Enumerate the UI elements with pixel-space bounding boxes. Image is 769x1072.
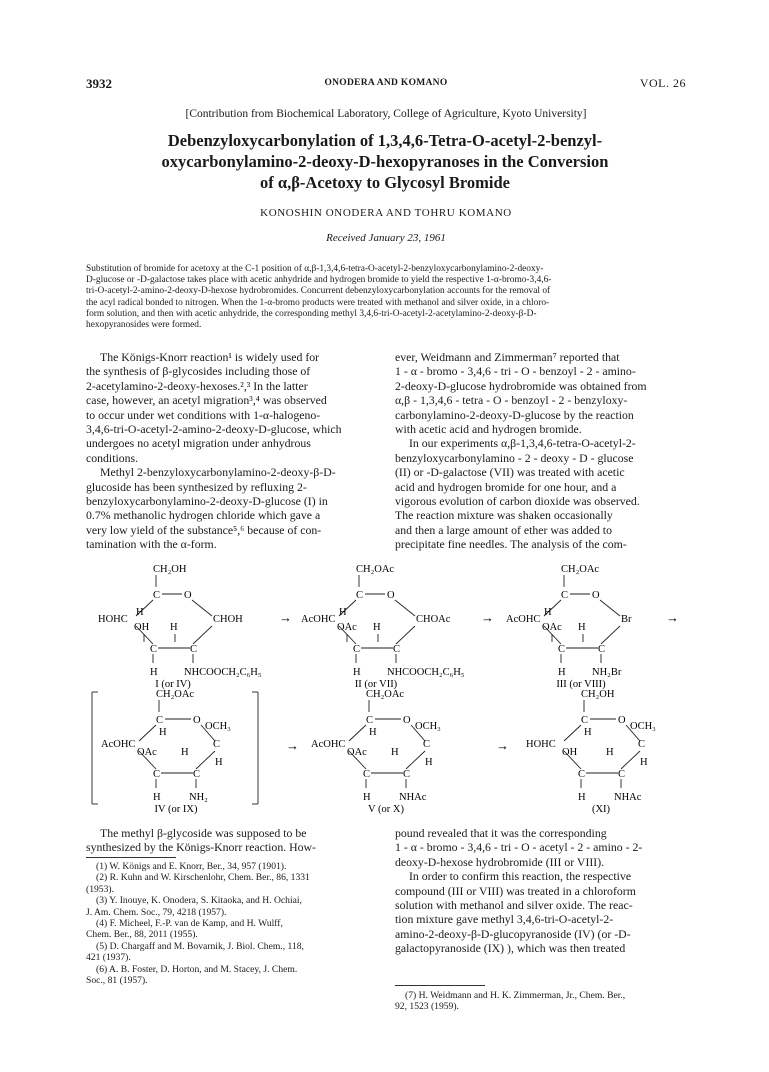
title-line: Debenzyloxycarbonylation of 1,3,4,6-Tetra-O-acetyl-2-benzyl- [167,131,603,150]
ring-carbon: C [598,644,606,655]
received-date: Received January 23, 1961 [326,232,446,244]
hydrogen: H [391,747,399,758]
text-line: The Königs-Knorr reaction¹ is widely used for [100,350,320,364]
hydrogen: H [339,607,347,618]
reaction-arrow: → [666,610,679,625]
ring-carbon: C [156,715,164,726]
c4-substituent: AcOHC [311,739,346,750]
ring-oxygen: O [618,715,626,726]
text-line: 2-acetylamino-2-deoxy-hexoses.²,³ In the latter [86,378,308,393]
hydrogen: H [425,757,433,768]
reaction-arrow: → [286,738,299,753]
left-bottom-text [86,826,376,855]
text-line: compound (III or VIII) was treated in a chloroform [395,883,636,898]
footnote-rule-right [395,985,485,986]
nitrogen-substituent: NHAc [399,792,427,803]
footnote: (4) F. Micheel, F.-P. van de Kamp, and H. Wulff, [96,918,283,930]
ring-carbon: C [193,769,201,780]
c3-substituent: OAc [337,622,357,633]
compound-label: IV (or IX) [154,804,198,815]
ring-carbon: C [213,739,221,750]
text-line: acid and hydrogen bromide for one hour, and a [395,479,617,494]
hydrogen: H [363,792,371,803]
ring-carbon: C [150,644,158,655]
ring-oxygen: O [184,590,192,601]
footnote: (2) R. Kuhn and W. Kirschenlohr, Chem. Ber., 86, 1331 [96,872,310,884]
bond [193,626,212,644]
text-line: solution with methanol and silver oxide. The reac- [395,898,633,913]
text-line: (II) or -D-galactose (VII) was treated with acetic [395,465,625,480]
text-line: In order to confirm this reaction, the respective [409,869,632,884]
text-line: 1 - α - bromo - 3,4,6 - tri - O - acetyl - 2 - amino - 2- [395,840,643,855]
reaction-scheme [86,560,686,825]
ring-carbon: C [618,769,626,780]
c1-substituent: Br [621,614,632,625]
compound-label: (XI) [591,804,611,815]
compound-label: II (or VII) [354,679,398,690]
text-line: very low yield of the substance⁵,⁶ because of con- [86,522,322,537]
text-line: synthesized by the Königs-Knorr reaction. How- [86,840,316,855]
right-bottom-text [395,826,685,956]
nitrogen-substituent: NH₂Br [592,667,622,678]
hydrogen: H [136,607,144,618]
bond [406,751,425,769]
footnote: (3) Y. Inouye, K. Onodera, S. Kitaoka, and H. Ochiai, [96,895,302,907]
hydrogen: H [544,607,552,618]
text-line: tamination with the α-form. [86,537,217,552]
compound-label: V (or X) [368,804,404,815]
hydrogen: H [215,757,223,768]
text-line: 0.7% methanolic hydrogen chloride which gave a [86,508,321,523]
methoxy-group: OCH₃ [630,721,656,732]
text-line: The reaction mixture was shaken occasionally [395,508,613,523]
running-title: ONODERA AND KOMANO [324,78,448,88]
c3-substituent: OAc [137,747,157,758]
abstract-line: the acyl radical bonded to nitrogen. When the 1-α-bromo products were treated with methanol and silver oxide, in a chloro- [86,297,550,308]
text-line: 2-deoxy-D-glucose hydrobromide was obtained from [395,378,647,393]
text-line: 3,4,6-tri-O-acetyl-2-amino-2-deoxy-D-glucose, which [86,422,342,437]
footnote: (1) W. Königs and E. Knorr, Ber., 34, 957 (1901). [96,861,287,872]
bond [192,600,212,616]
c3-substituent: OAc [542,622,562,633]
c4-substituent: HOHC [98,614,128,625]
hydrogen: H [181,747,189,758]
text-line: case, however, an acetyl migration³,⁴ was observed [86,393,327,408]
ring-carbon: C [638,739,646,750]
text-line: tion mixture gave methyl 3,4,6-tri-O-acetyl-2- [395,912,614,927]
ring-carbon: C [578,769,586,780]
ring-carbon: C [393,644,401,655]
authors: KONOSHIN ONODERA AND TOHRU KOMANO [260,207,512,219]
text-line: with acetic acid and hydrogen bromide. [395,422,582,437]
c6-group: CH₂OAc [561,564,600,575]
abstract [86,264,686,331]
c6-group: CH₂OAc [156,689,195,700]
hydrogen: H [159,727,167,738]
bond [621,751,640,769]
text-line: Methyl 2-benzyloxycarbonylamino-2-deoxy-β-D- [100,465,336,480]
text-line: amino-2-deoxy-β-D-glucopyranoside (IV) (or -D- [395,926,631,941]
c4-substituent: AcOHC [506,614,541,625]
methoxy-group: OCH₃ [205,721,231,732]
text-line: glucoside has been synthesized by refluxing 2- [86,479,307,494]
hydrogen: H [584,727,592,738]
c3-substituent: OH [134,622,150,633]
bond [349,725,366,741]
text-line: vigorous evolution of carbon dioxide was observed. [395,494,640,509]
abstract-line: Substitution of bromide for acetoxy at the C-1 position of α,β-1,3,4,6-tetra-O-acetyl-2-benzyloxycarbonylamino-2-deoxy- [86,264,544,274]
c6-group: CH₂OH [153,564,187,575]
c1-substituent: CHOH [213,614,243,625]
c6-group: CH₂OAc [356,564,395,575]
c3-substituent: OH [562,747,578,758]
ring-carbon: C [423,739,431,750]
hydrogen: H [353,667,361,678]
ring-oxygen: O [387,590,395,601]
hydrogen: H [150,667,158,678]
text-line: precipitate fine needles. The analysis of the com- [395,537,627,552]
reaction-arrow: → [481,610,494,625]
c3-substituent: OAc [347,747,367,758]
ring-oxygen: O [403,715,411,726]
text-line: benzyloxycarbonylamino - 2 - deoxy - D - glucose [395,450,634,465]
volume-label: VOL. 26 [639,76,686,90]
text-line: ever, Weidmann and Zimmerman⁷ reported that [395,350,620,364]
bond [395,600,415,616]
hydrogen: H [369,727,377,738]
bond [564,725,581,741]
bond [139,725,156,741]
ring-carbon: C [356,590,364,601]
c6-group: CH₂OAc [366,689,405,700]
text-line: conditions. [86,450,139,465]
text-line: undergoes no acetyl migration under anhydrous [86,436,311,451]
footnote: (5) D. Chargaff and M. Bovarnik, J. Biol. Chem., 118, [96,940,304,952]
abstract-line: hexopyranosides were formed. [86,320,202,331]
methoxy-group: OCH₃ [415,721,441,732]
footnote: J. Am. Chem. Soc., 79, 4218 (1957). [86,906,227,918]
footnote: Soc., 81 (1957). [86,975,148,987]
text-line: The methyl β-glycoside was supposed to be [100,826,307,840]
c1-substituent: CHOAc [416,614,451,625]
c4-substituent: HOHC [526,739,556,750]
text-line: carbonylamino-2-deoxy-D-glucose by the reaction [395,407,634,422]
ring-carbon: C [366,715,374,726]
c6-group: CH₂OH [581,689,615,700]
title-line: of α,β-Acetoxy to Glycosyl Bromide [260,173,510,192]
text-line: 1 - α - bromo - 3,4,6 - tri - O - benzoyl - 2 - amino- [395,364,636,379]
abstract-line: tri-O-acetyl-2-amino-2-deoxy-D-hexose hydrobromides. Concurrent debenzyloxycarbonylation accounts for the removal of [86,286,551,297]
text-line: In our experiments α,β-1,3,4,6-tetra-O-acetyl-2- [409,436,636,451]
nitrogen-substituent: NH₂ [189,792,208,803]
abstract-line: form solution, and then with acetic anhydride, the corresponding methyl 3,4,6-tri-O-acetyl-2-acetylamino-2-deoxy-β-D- [86,308,537,319]
right-column-text [395,350,685,552]
ring-carbon: C [153,769,161,780]
hydrogen: H [640,757,648,768]
bond [196,751,215,769]
hydrogen: H [373,622,381,633]
ring-carbon: C [353,644,361,655]
text-line: deoxy-D-hexose hydrobromide (III or VIII). [395,854,605,869]
footnote: Chem. Ber., 88, 2011 (1955). [86,929,198,941]
nitrogen-substituent: NHCOOCH₂C₆H₅ [184,667,262,678]
bond [601,626,620,644]
text-line: to occur under wet conditions with 1-α-halogeno- [86,407,321,422]
hydrogen: H [170,622,178,633]
text-line: the synthesis of β-glycosides including those of [86,364,311,379]
page-number: 3932 [86,76,112,91]
nitrogen-substituent: NHAc [614,792,642,803]
ring-oxygen: O [193,715,201,726]
ring-carbon: C [363,769,371,780]
left-column-text [86,350,376,552]
reaction-arrow: → [496,738,509,753]
compound-label: I (or IV) [155,679,191,690]
ring-carbon: C [558,644,566,655]
ring-carbon: C [561,590,569,601]
hydrogen: H [153,792,161,803]
bond [396,626,415,644]
ring-carbon: C [190,644,198,655]
ring-carbon: C [153,590,161,601]
footnotes-right [395,990,685,1013]
ring-carbon: C [581,715,589,726]
hydrogen: H [558,667,566,678]
text-line: pound revealed that it was the corresponding [395,826,607,840]
footnote: (7) H. Weidmann and H. K. Zimmerman, Jr., Chem. Ber., [405,990,626,1001]
contribution-line: [Contribution from Biochemical Laboratory, College of Agriculture, Kyoto University] [185,108,587,120]
compound-label: III (or VIII) [556,679,606,690]
reaction-arrow: → [279,610,292,625]
c4-substituent: AcOHC [101,739,136,750]
title-line: oxycarbonylamino-2-deoxy-D-hexopyranoses in the Conversion [161,152,609,171]
hydrogen: H [606,747,614,758]
footnote: (1953). [86,883,114,895]
abstract-line: D-glucose or -D-galactose takes place with acetic anhydride and hydrogen bromide to yield the respective 1-α-bromo-3,4,6- [86,275,552,286]
hydrogen: H [578,792,586,803]
text-line: and then a large amount of ether was added to [395,522,612,537]
c4-substituent: AcOHC [301,614,336,625]
bond [600,600,620,616]
footnotes-left [86,861,376,986]
footnote: 92, 1523 (1959). [395,1001,459,1013]
text-line: α,β - 1,3,4,6 - tetra - O - benzoyl - 2 - benzyloxy- [395,393,628,408]
footnote: (6) A. B. Foster, D. Horton, and M. Stacey, J. Chem. [96,963,298,975]
footnote-rule [86,857,176,858]
text-line: galactopyranoside (IX) ), which was then treated [395,941,626,956]
nitrogen-substituent: NHCOOCH₂C₆H₅ [387,667,465,678]
hydrogen: H [578,622,586,633]
article-title [120,130,650,193]
ring-oxygen: O [592,590,600,601]
footnote: 421 (1937). [86,952,131,964]
text-line: benzyloxycarbonylamino-2-deoxy-D-glucose (I) in [86,494,328,509]
ring-carbon: C [403,769,411,780]
